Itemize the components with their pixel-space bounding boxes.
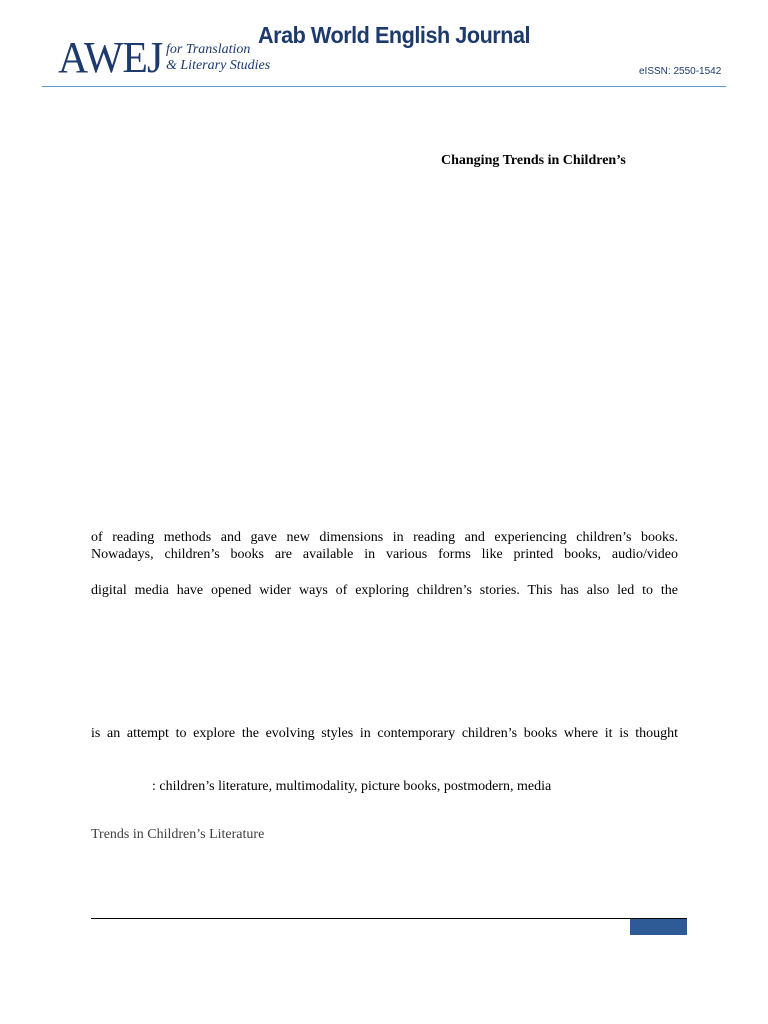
logo-subtitle-line-2: & Literary Studies [166, 58, 271, 73]
article-title: Changing Trends in Children’s [441, 153, 626, 168]
header-divider [42, 86, 726, 87]
running-title: Trends in Children’s Literature [91, 827, 265, 842]
logo-subtitle [166, 42, 270, 74]
logo-subtitle-line-1: for Translation [166, 42, 251, 57]
keywords: : children’s literature, multimodality, picture books, postmodern, media [152, 779, 552, 794]
issn-label: eISSN: 2550-1542 [639, 66, 722, 77]
logo-wordmark: AWEJ [58, 33, 163, 82]
footer-page-box [630, 919, 687, 935]
journal-title: Arab World English Journal [258, 22, 531, 48]
body-line: digital media have opened wider ways of exploring children’s stories. This has also led to the [91, 583, 678, 598]
body-line: of reading methods and gave new dimensions in reading and experiencing children’s books. [91, 530, 678, 545]
footer-divider [91, 918, 687, 919]
body-line: is an attempt to explore the evolving styles in contemporary children’s books where it is thought [91, 726, 678, 741]
body-line: Nowadays, children’s books are available in various forms like printed books, audio/video [91, 547, 678, 562]
